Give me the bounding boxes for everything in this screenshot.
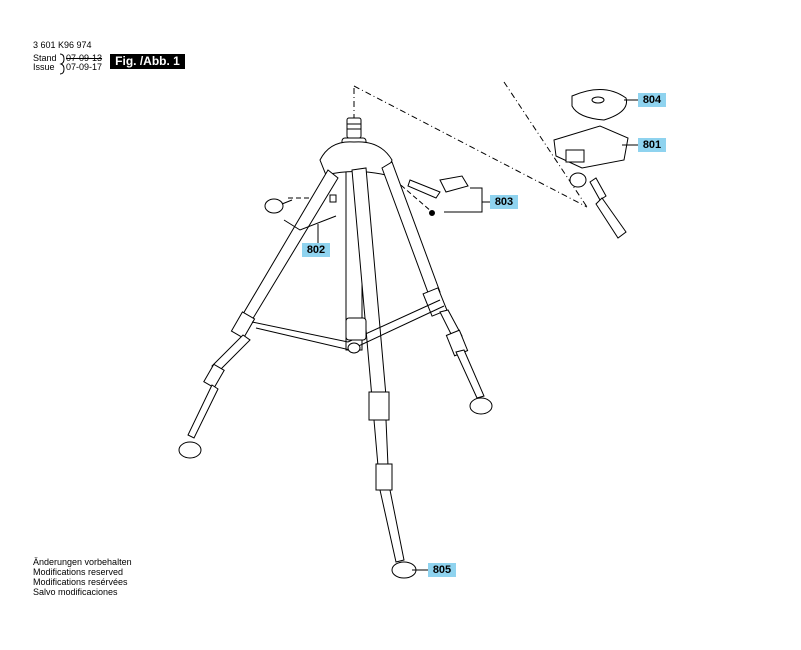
footer-line-fr: Modifications resérvées: [33, 577, 128, 587]
left-leg-lower: [188, 385, 218, 438]
knob-nut: [330, 195, 336, 202]
front-leg-lower: [380, 490, 404, 562]
front-leg-middle: [374, 420, 388, 466]
callout-803: 803: [490, 195, 518, 209]
front-leg-clamp-1: [369, 392, 389, 420]
column-top-screw: [347, 118, 361, 138]
callout-802: 802: [302, 243, 330, 257]
crank-screw: [430, 211, 435, 216]
footer-line-de: Änderungen vorbehalten: [33, 557, 132, 567]
axis-line-diagonal: [354, 86, 587, 207]
callout-804: 804: [638, 93, 666, 107]
locking-knob: [265, 199, 283, 213]
stand-label: Stand: [33, 53, 57, 63]
issue-label: Issue: [33, 62, 55, 72]
footer-line-en: Modifications reserved: [33, 567, 124, 577]
header-brace: [60, 54, 64, 74]
pan-handle: [596, 198, 626, 238]
figure-badge: Fig. /Abb. 1: [110, 54, 185, 69]
crank-shaft: [408, 180, 440, 198]
stand-date: 07-09-13: [66, 53, 103, 63]
callout-805: 805: [428, 563, 456, 577]
callout-801: 801: [638, 138, 666, 152]
crank-handle: [440, 176, 468, 192]
pan-tilt-head: [554, 126, 628, 168]
right-leg-foot: [470, 398, 492, 414]
leader-803: [444, 188, 482, 212]
head-arm: [590, 178, 606, 200]
quick-release-plate: [572, 89, 627, 120]
left-leg-foot: [179, 442, 201, 458]
issue-date: 07-09-17: [66, 62, 103, 72]
right-leg-lower: [456, 350, 484, 398]
spreader-hub: [346, 318, 366, 340]
footer-line-es: Salvo modificaciones: [33, 587, 118, 597]
head-knob: [570, 173, 586, 187]
front-leg-clamp-2: [376, 464, 392, 490]
part-number: 3 601 K96 974: [33, 40, 92, 50]
